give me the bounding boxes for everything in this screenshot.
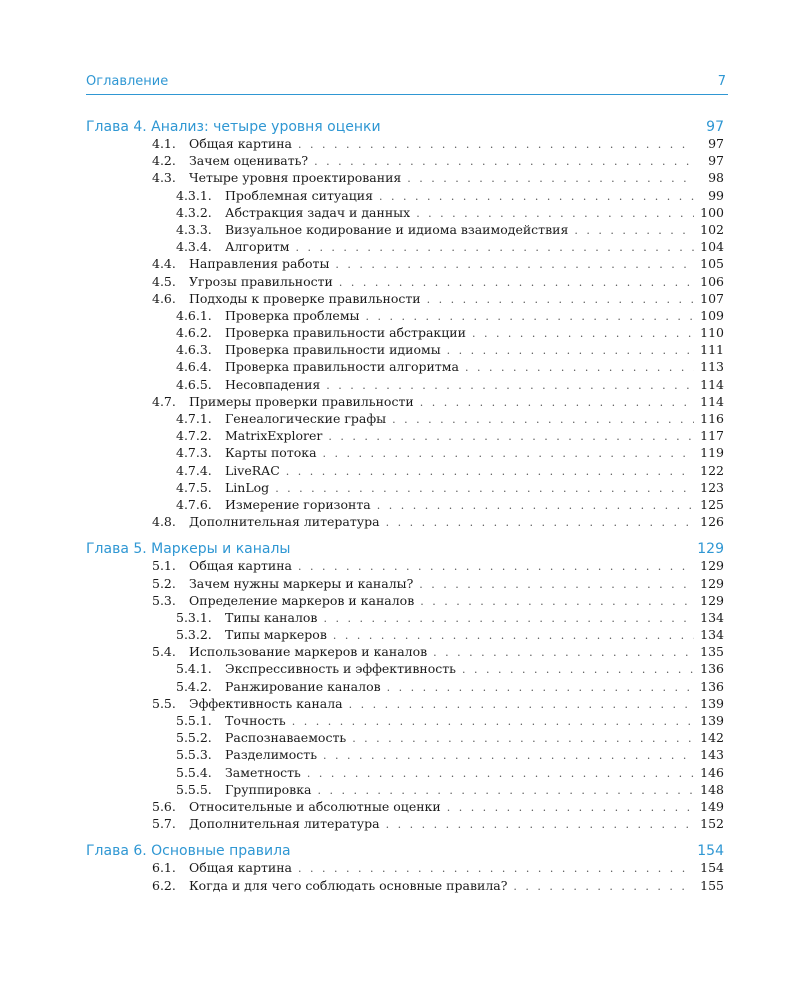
toc-subsection-entry[interactable] [176, 627, 724, 644]
running-head-title: Оглавление [86, 74, 169, 89]
entry-page-number: 129 [700, 592, 724, 608]
entry-title: Проверка правильности алгоритма [225, 359, 459, 375]
chapter-heading[interactable] [86, 538, 724, 558]
running-head-page-number: 7 [717, 74, 726, 89]
toc-section-entry[interactable] [152, 153, 724, 170]
entry-title: Относительные и абсолютные оценки [189, 798, 441, 814]
dot-leader [407, 172, 694, 185]
entry-page-number: 97 [708, 136, 724, 151]
entry-page-number: 126 [700, 514, 724, 530]
entry-title: Дополнительная литература [189, 816, 380, 832]
entry-page-number: 155 [700, 877, 724, 893]
entry-page-number: 116 [700, 411, 724, 426]
entry-number: 4.7.1. [176, 411, 212, 426]
entry-number: 4.3.3. [176, 221, 212, 237]
entry-title: Точность [225, 713, 286, 728]
dot-leader [472, 327, 694, 340]
entry-title: Угрозы правильности [189, 273, 333, 289]
entry-title: Проверка правильности идиомы [225, 342, 441, 358]
entry-page-number: 107 [700, 290, 724, 306]
entry-title: Алгоритм [225, 239, 290, 255]
toc-subsection-entry[interactable] [176, 411, 724, 428]
entry-title: LinLog [225, 479, 270, 495]
dot-leader [339, 276, 694, 289]
dot-leader [574, 224, 694, 237]
dot-leader [292, 715, 694, 728]
entry-number: 5.2. [152, 575, 176, 591]
entry-title: Общая картина [189, 860, 293, 876]
entry-page-number: 102 [700, 221, 724, 237]
toc-subsection-entry[interactable] [176, 342, 724, 359]
dot-leader [328, 430, 694, 443]
dot-leader [349, 698, 694, 711]
entry-title: Проверка правильности абстракции [225, 325, 466, 341]
toc-section-entry[interactable] [152, 514, 724, 531]
entry-title: Проблемная ситуация [225, 187, 373, 203]
chapter-title: Глава 6. Основные правила [86, 843, 291, 860]
entry-page-number: 146 [700, 764, 724, 780]
dot-leader [420, 396, 694, 409]
entry-page-number: 152 [700, 816, 724, 832]
toc-section-entry[interactable] [152, 256, 724, 273]
entry-title: Общая картина [189, 136, 293, 151]
entry-number: 5.5. [152, 695, 176, 711]
entry-number: 6.1. [152, 860, 176, 876]
entry-number: 4.7.5. [176, 479, 212, 495]
dot-leader [335, 258, 694, 271]
entry-title: Когда и для чего соблюдать основные правила? [189, 877, 508, 893]
dot-leader [314, 155, 694, 168]
entry-page-number: 142 [700, 730, 724, 746]
dot-leader [462, 663, 694, 676]
dot-leader [317, 784, 694, 797]
dot-leader [377, 499, 694, 512]
dot-leader [352, 732, 694, 745]
entry-page-number: 154 [700, 860, 724, 876]
entry-page-number: 119 [700, 445, 724, 461]
entry-page-number: 136 [700, 678, 724, 694]
toc-section-entry[interactable] [152, 291, 724, 308]
running-head [86, 74, 728, 95]
entry-number: 4.7. [152, 393, 176, 409]
entry-number: 5.5.4. [176, 764, 212, 780]
entry-page-number: 106 [700, 273, 724, 289]
entry-number: 4.3.1. [176, 187, 212, 203]
entry-number: 4.6. [152, 290, 176, 306]
entry-title: Разделимость [225, 747, 318, 763]
toc-subsection-entry[interactable] [176, 325, 724, 342]
dot-leader [295, 241, 694, 254]
toc-subsection-entry[interactable] [176, 222, 724, 239]
entry-title: Зачем оценивать? [189, 153, 309, 169]
toc-section-entry[interactable] [152, 558, 724, 575]
entry-page-number: 122 [700, 462, 724, 478]
entry-page-number: 104 [700, 239, 724, 255]
entry-page-number: 139 [700, 695, 724, 711]
entry-page-number: 114 [700, 393, 724, 409]
dot-leader [447, 344, 694, 357]
entry-page-number: 113 [700, 359, 724, 375]
entry-page-number: 148 [700, 781, 724, 797]
entry-page-number: 143 [700, 747, 724, 763]
toc-section-entry[interactable] [152, 274, 724, 291]
toc-section-entry[interactable] [152, 576, 724, 593]
entry-title: Эффективность канала [189, 695, 343, 711]
entry-number: 6.2. [152, 877, 176, 893]
entry-title: Проверка проблемы [225, 307, 360, 323]
dot-leader [420, 595, 694, 608]
entry-number: 4.6.2. [176, 325, 212, 341]
entry-title: Четыре уровня проектирования [189, 170, 402, 186]
chapter-heading[interactable] [86, 116, 724, 136]
entry-title: Группировка [225, 781, 312, 797]
entry-page-number: 99 [708, 187, 724, 203]
entry-number: 5.5.5. [176, 781, 212, 797]
entry-title: Несовпадения [225, 376, 321, 392]
entry-number: 4.5. [152, 273, 176, 289]
toc-section-entry[interactable] [152, 799, 724, 816]
toc-subsection-entry[interactable] [176, 428, 724, 445]
entry-page-number: 117 [700, 428, 724, 444]
entry-number: 5.7. [152, 816, 176, 832]
toc-subsection-entry[interactable] [176, 205, 724, 222]
entry-number: 5.3.2. [176, 627, 212, 643]
toc-subsection-entry[interactable] [176, 713, 724, 730]
dot-leader [379, 190, 694, 203]
entry-number: 5.4.2. [176, 678, 212, 694]
toc-subsection-entry[interactable] [176, 480, 724, 497]
entry-number: 5.5.2. [176, 730, 212, 746]
toc-section-entry[interactable] [152, 816, 724, 833]
toc-subsection-entry[interactable] [176, 679, 724, 696]
toc-section-entry[interactable] [152, 394, 724, 411]
chapter-title: Глава 5. Маркеры и каналы [86, 541, 291, 558]
dot-leader [447, 801, 694, 814]
entry-page-number: 134 [700, 627, 724, 643]
entry-number: 4.3. [152, 170, 176, 186]
entry-number: 5.4. [152, 644, 176, 660]
dot-leader [333, 629, 694, 642]
entry-page-number: 139 [700, 713, 724, 728]
dot-leader [323, 447, 694, 460]
toc-subsection-entry[interactable] [176, 747, 724, 764]
entry-page-number: 109 [700, 307, 724, 323]
entry-title: Направления работы [189, 256, 330, 272]
entry-number: 4.6.1. [176, 307, 212, 323]
dot-leader [326, 379, 694, 392]
entry-number: 4.3.2. [176, 204, 212, 220]
entry-number: 5.4.1. [176, 661, 212, 677]
entry-title: Ранжирование каналов [225, 678, 381, 694]
chapter-page-number: 154 [697, 843, 724, 860]
dot-leader [419, 578, 694, 591]
entry-number: 4.7.4. [176, 462, 212, 478]
dot-leader [416, 207, 694, 220]
entry-page-number: 129 [700, 558, 724, 574]
entry-title: Абстракция задач и данных [225, 204, 411, 220]
entry-number: 4.4. [152, 256, 176, 272]
entry-page-number: 111 [700, 342, 724, 358]
entry-title: MatrixExplorer [225, 428, 323, 444]
toc-section-entry[interactable] [152, 860, 724, 877]
toc-subsection-entry[interactable] [176, 377, 724, 394]
entry-title: Типы маркеров [225, 627, 327, 643]
toc-subsection-entry[interactable] [176, 445, 724, 462]
entry-page-number: 134 [700, 609, 724, 625]
entry-number: 5.5.1. [176, 713, 212, 728]
entry-number: 5.3.1. [176, 609, 212, 625]
toc-subsection-entry[interactable] [176, 610, 724, 627]
dot-leader [513, 880, 694, 893]
dot-leader [386, 818, 694, 831]
entry-number: 4.6.4. [176, 359, 212, 375]
dot-leader [392, 413, 694, 426]
entry-number: 4.7.3. [176, 445, 212, 461]
entry-number: 4.1. [152, 136, 176, 151]
dot-leader [366, 310, 695, 323]
dot-leader [433, 646, 694, 659]
toc-section-entry[interactable] [152, 593, 724, 610]
table-of-contents [0, 116, 800, 895]
chapter-title: Глава 4. Анализ: четыре уровня оценки [86, 119, 381, 135]
toc-subsection-entry[interactable] [176, 661, 724, 678]
entry-title: LiveRAC [225, 462, 280, 478]
chapter-page-number: 97 [706, 119, 724, 135]
entry-page-number: 105 [700, 256, 724, 272]
entry-title: Экспрессивность и эффективность [225, 661, 456, 677]
toc-subsection-entry[interactable] [176, 359, 724, 376]
entry-title: Общая картина [189, 558, 293, 574]
dot-leader [298, 862, 694, 875]
entry-page-number: 110 [700, 325, 724, 341]
toc-section-entry[interactable] [152, 136, 724, 153]
dot-leader [465, 361, 694, 374]
toc-subsection-entry[interactable] [176, 463, 724, 480]
entry-number: 4.3.4. [176, 239, 212, 255]
entry-page-number: 149 [700, 798, 724, 814]
toc-section-entry[interactable] [152, 170, 724, 187]
toc-subsection-entry[interactable] [176, 308, 724, 325]
entry-title: Использование маркеров и каналов [189, 644, 428, 660]
entry-page-number: 136 [700, 661, 724, 677]
entry-title: Примеры проверки правильности [189, 393, 414, 409]
entry-number: 4.2. [152, 153, 176, 169]
entry-title: Определение маркеров и каналов [189, 592, 415, 608]
toc-subsection-entry[interactable] [176, 765, 724, 782]
entry-number: 4.6.5. [176, 376, 212, 392]
entry-page-number: 125 [700, 496, 724, 512]
entry-number: 4.7.2. [176, 428, 212, 444]
entry-page-number: 123 [700, 479, 724, 495]
entry-title: Распознаваемость [225, 730, 347, 746]
entry-number: 5.3. [152, 592, 176, 608]
toc-subsection-entry[interactable] [176, 730, 724, 747]
dot-leader [298, 560, 694, 573]
toc-section-entry[interactable] [152, 696, 724, 713]
entry-title: Карты потока [225, 445, 317, 461]
chapter-page-number: 129 [697, 541, 724, 558]
entry-number: 5.5.3. [176, 747, 212, 763]
entry-title: Генеалогические графы [225, 411, 387, 426]
toc-subsection-entry[interactable] [176, 497, 724, 514]
entry-title: Типы каналов [225, 609, 318, 625]
chapter-heading[interactable] [86, 840, 724, 860]
toc-subsection-entry[interactable] [176, 239, 724, 256]
entry-number: 4.6.3. [176, 342, 212, 358]
dot-leader [386, 516, 694, 529]
dot-leader [323, 612, 694, 625]
dot-leader [298, 138, 694, 151]
entry-title: Подходы к проверке правильности [189, 290, 421, 306]
entry-page-number: 129 [700, 575, 724, 591]
entry-page-number: 114 [700, 376, 724, 392]
entry-title: Измерение горизонта [225, 496, 371, 512]
toc-section-entry[interactable] [152, 878, 724, 895]
dot-leader [427, 293, 694, 306]
entry-page-number: 97 [708, 153, 724, 169]
entry-page-number: 98 [708, 170, 724, 186]
toc-subsection-entry[interactable] [176, 188, 724, 205]
entry-number: 4.8. [152, 514, 176, 530]
dot-leader [307, 767, 694, 780]
entry-number: 5.1. [152, 558, 176, 574]
dot-leader [323, 749, 694, 762]
dot-leader [275, 482, 694, 495]
entry-title: Зачем нужны маркеры и каналы? [189, 575, 414, 591]
toc-section-entry[interactable] [152, 644, 724, 661]
entry-title: Визуальное кодирование и идиома взаимодействия [225, 221, 569, 237]
entry-page-number: 100 [700, 204, 724, 220]
toc-subsection-entry[interactable] [176, 782, 724, 799]
entry-title: Заметность [225, 764, 301, 780]
entry-number: 4.7.6. [176, 496, 212, 512]
dot-leader [387, 681, 694, 694]
entry-title: Дополнительная литература [189, 514, 380, 530]
entry-page-number: 135 [700, 644, 724, 660]
entry-number: 5.6. [152, 798, 176, 814]
dot-leader [286, 465, 694, 478]
